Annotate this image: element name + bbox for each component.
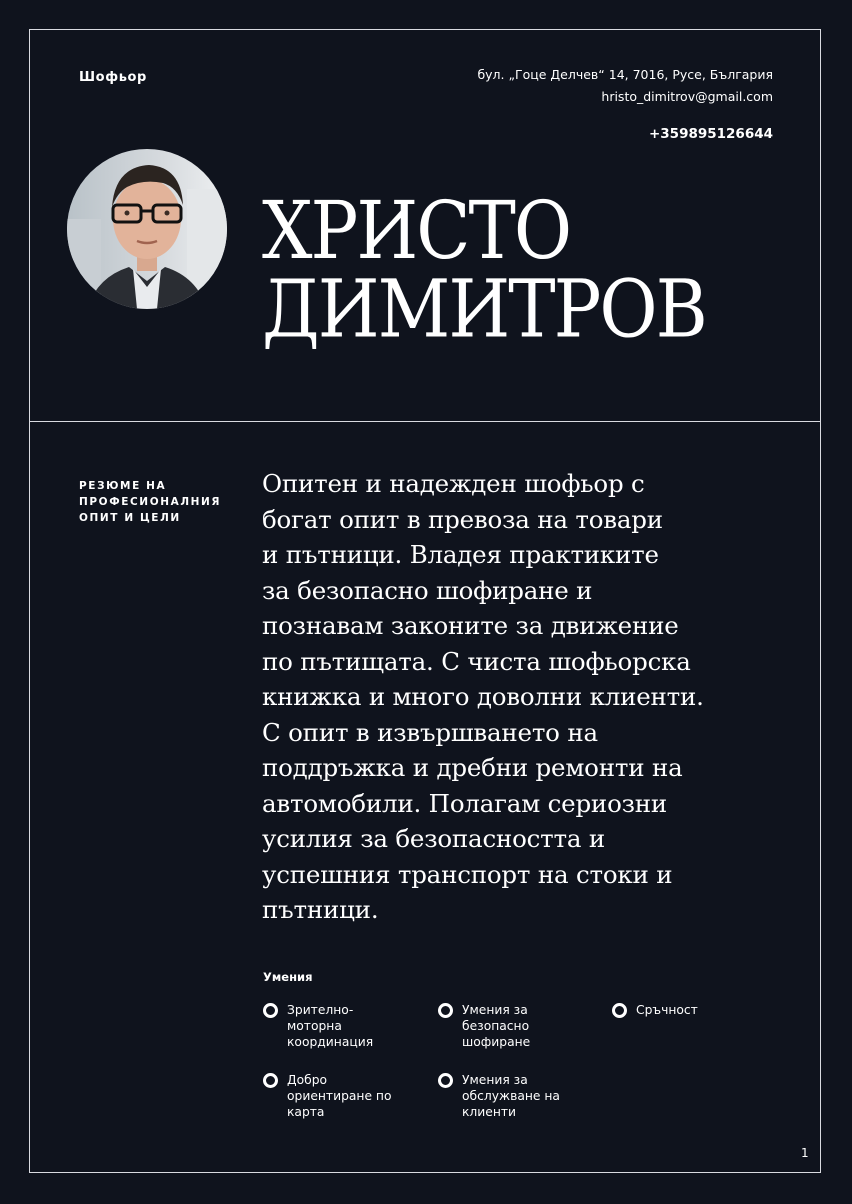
profile-summary <box>262 466 762 928</box>
skill-item <box>438 1002 578 1050</box>
skill-label: Зрително-моторна координация <box>287 1003 374 1049</box>
page-number: 1 <box>801 1146 809 1160</box>
profile-photo <box>67 149 227 309</box>
profile-section-label: РЕЗЮМЕ НА ПРОФЕСИОНАЛНИЯ ОПИТ И ЦЕЛИ <box>79 480 222 524</box>
summary-line: книжка и много доволни клиенти. <box>262 682 704 711</box>
summary-line: автомобили. Полагам сериозни <box>262 788 668 818</box>
summary-line: и пътници. Владея практиките <box>262 540 659 569</box>
summary-line: Опитен и надежден шофьор с <box>262 469 645 498</box>
circle-bullet-icon <box>612 1003 627 1018</box>
summary-line: по пътищата. С чиста шофьорска <box>262 646 691 676</box>
skill-item <box>263 1002 403 1050</box>
summary-line: С опит в извършването на <box>262 717 598 747</box>
job-title: Шофьор <box>79 70 147 85</box>
section-divider <box>29 421 821 422</box>
phone: +359895126644 <box>648 126 773 142</box>
skill-label: Добро ориентиране по карта <box>287 1073 392 1119</box>
skill-label: Сръчност <box>636 1003 698 1017</box>
skill-item <box>438 1072 578 1120</box>
skill-item <box>263 1072 403 1120</box>
skill-item <box>612 1002 752 1018</box>
circle-bullet-icon <box>263 1073 278 1088</box>
summary-line: пътници. <box>262 895 379 924</box>
skill-label: Умения за безопасно шофиране <box>462 1003 531 1049</box>
address: бул. „Гоце Делчев“ 14, 7016, Русе, България <box>477 67 773 82</box>
summary-line: познавам законите за движение <box>262 611 679 640</box>
full-name <box>262 184 706 356</box>
summary-line: за безопасно шофиране и <box>262 575 593 605</box>
skills-title: Умения <box>263 970 313 984</box>
summary-line: богат опит в превоза на товари <box>262 504 663 534</box>
email: hristo_dimitrov@gmail.com <box>601 89 773 104</box>
last-name: ДИМИТРОВ <box>262 262 706 356</box>
first-name: ХРИСТО <box>262 184 571 278</box>
summary-line: усилия за безопасността и <box>262 824 606 853</box>
circle-bullet-icon <box>438 1073 453 1088</box>
summary-line: поддръжка и дребни ремонти на <box>262 753 683 782</box>
skill-label: Умения за обслужване на клиенти <box>462 1073 560 1119</box>
circle-bullet-icon <box>263 1003 278 1018</box>
summary-line: успешния транспорт на стоки и <box>262 859 673 889</box>
circle-bullet-icon <box>438 1003 453 1018</box>
contact-block <box>477 64 773 108</box>
